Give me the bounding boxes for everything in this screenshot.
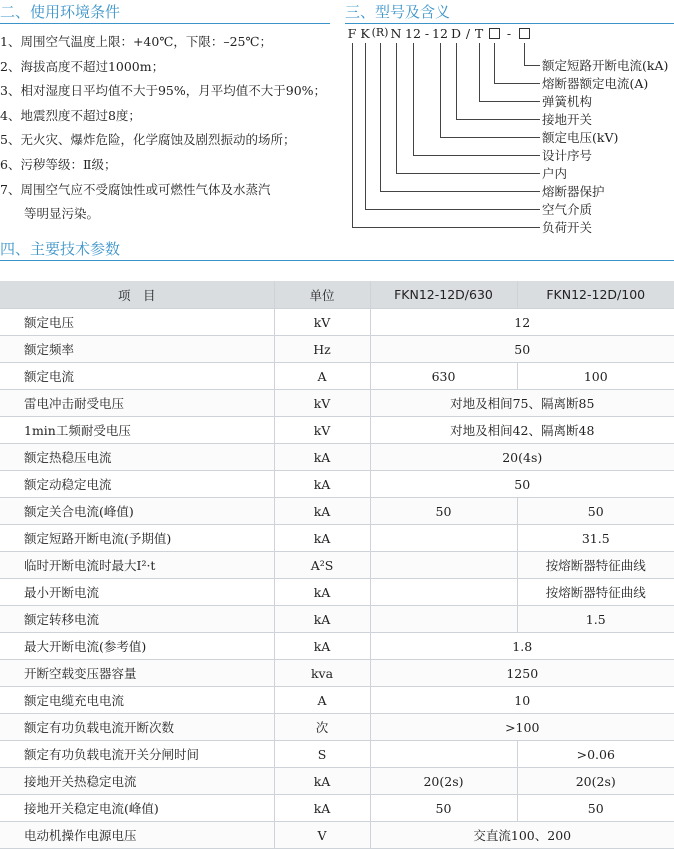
param-name: 接地开关热稳定电流 <box>0 768 274 795</box>
param-unit: kA <box>274 795 370 822</box>
model-meaning: 负荷开关 <box>542 220 593 235</box>
param-value-630 <box>370 525 517 552</box>
leader-line <box>352 227 540 228</box>
param-value-100: 按熔断器特征曲线 <box>517 579 674 606</box>
table-row <box>0 822 674 849</box>
model-meaning: 额定短路开断电流(kA) <box>542 58 669 73</box>
param-value-630: 50 <box>370 498 517 525</box>
model-meaning: 熔断器额定电流(A) <box>542 76 649 91</box>
model-meaning: 接地开关 <box>542 112 593 127</box>
param-name: 额定短路开断电流(予期值) <box>0 525 274 552</box>
leader-line <box>352 43 353 227</box>
param-unit: A <box>274 687 370 714</box>
param-name: 最大开断电流(参考值) <box>0 633 274 660</box>
param-unit: S <box>274 741 370 768</box>
param-name: 1min工频耐受电压 <box>0 417 274 444</box>
param-unit: A <box>274 363 370 390</box>
param-value-100: 按熔断器特征曲线 <box>517 552 674 579</box>
model-code-diagram <box>345 26 674 236</box>
code-char-k: K <box>360 26 370 41</box>
table-row <box>0 525 674 552</box>
model-meaning: 设计序号 <box>542 148 593 163</box>
param-unit: Hz <box>274 336 370 363</box>
param-unit: kV <box>274 309 370 336</box>
model-meaning: 额定电压(kV) <box>542 130 619 145</box>
model-meaning: 弹簧机构 <box>542 94 593 109</box>
table-row <box>0 606 674 633</box>
param-unit: kA <box>274 525 370 552</box>
env-item: 等明显污染。 <box>24 206 100 222</box>
model-meaning: 户内 <box>542 166 568 181</box>
table-row <box>0 552 674 579</box>
header-model-100: FKN12-12D/100 <box>517 281 674 309</box>
param-name: 额定电流 <box>0 363 274 390</box>
param-unit: kV <box>274 390 370 417</box>
param-unit: A²S <box>274 552 370 579</box>
env-item: 4、地震烈度不超过8度； <box>0 107 141 123</box>
table-row <box>0 579 674 606</box>
code-char-dash2: - <box>506 26 512 41</box>
leader-line <box>456 43 457 119</box>
leader-line <box>365 209 540 210</box>
param-name: 额定频率 <box>0 336 274 363</box>
leader-line <box>524 43 525 65</box>
param-value-both: 1.8 <box>370 633 674 660</box>
param-name: 额定热稳压电流 <box>0 444 274 471</box>
table-row <box>0 336 674 363</box>
param-name: 临时开断电流时最大Ⅰ²·t <box>0 552 274 579</box>
code-char-voltage: 12 <box>432 26 448 41</box>
model-meaning: 熔断器保护 <box>542 184 605 199</box>
table-header-row <box>0 281 674 309</box>
table-row <box>0 363 674 390</box>
param-unit: kV <box>274 417 370 444</box>
param-unit: 次 <box>274 714 370 741</box>
table-row <box>0 444 674 471</box>
table-row <box>0 660 674 687</box>
param-value-both: 50 <box>370 336 674 363</box>
param-value-both: 50 <box>370 471 674 498</box>
param-value-both: 对地及相间42、隔离断48 <box>370 417 674 444</box>
env-item: 1、周围空气温度上限：+40℃，下限：–25℃； <box>0 34 272 49</box>
leader-line <box>479 101 540 102</box>
header-item: 项 目 <box>0 281 274 309</box>
leader-line <box>524 65 540 66</box>
header-unit: 单位 <box>274 281 370 309</box>
param-name: 额定关合电流(峰值) <box>0 498 274 525</box>
param-unit: kA <box>274 579 370 606</box>
param-value-630 <box>370 606 517 633</box>
param-value-100: 1.5 <box>517 606 674 633</box>
code-char-d: D <box>450 26 462 41</box>
param-name: 额定动稳定电流 <box>0 471 274 498</box>
table-row <box>0 795 674 822</box>
param-name: 开断空载变压器容量 <box>0 660 274 687</box>
table-row <box>0 498 674 525</box>
param-value-630: 20(2s) <box>370 768 517 795</box>
code-char-t: T <box>474 26 484 41</box>
param-name: 额定有功负载电流开关分闸时间 <box>0 741 274 768</box>
leader-line <box>494 83 540 84</box>
env-title-underline <box>0 23 330 24</box>
code-box-fuse-current <box>489 28 500 39</box>
param-value-both: 对地及相间75、隔离断85 <box>370 390 674 417</box>
table-row <box>0 417 674 444</box>
leader-line <box>494 43 495 83</box>
code-char-design: 12 <box>405 26 421 41</box>
param-unit: kA <box>274 606 370 633</box>
param-value-both: >100 <box>370 714 674 741</box>
environment-list <box>0 30 326 227</box>
leader-line <box>396 43 397 173</box>
param-unit: kA <box>274 471 370 498</box>
header-model-630: FKN12-12D/630 <box>370 281 517 309</box>
code-char-slash: / <box>465 26 471 41</box>
leader-line <box>380 43 381 191</box>
param-name: 雷电冲击耐受电压 <box>0 390 274 417</box>
param-value-630 <box>370 579 517 606</box>
code-char-dash: - <box>424 26 430 41</box>
code-box-breaking-current <box>519 28 530 39</box>
leader-line <box>456 119 540 120</box>
env-item: 6、污秽等级：Ⅱ级； <box>0 156 117 172</box>
param-unit: kA <box>274 498 370 525</box>
param-value-100: >0.06 <box>517 741 674 768</box>
table-row <box>0 471 674 498</box>
leader-line <box>380 191 540 192</box>
table-row <box>0 714 674 741</box>
leader-line <box>396 173 540 174</box>
model-title-underline <box>345 23 674 24</box>
env-item: 5、无火灾、爆炸危险，化学腐蚀及剧烈振动的场所； <box>0 132 296 148</box>
param-unit: kva <box>274 660 370 687</box>
leader-line <box>365 43 366 209</box>
param-value-both: 1250 <box>370 660 674 687</box>
code-char-f: F <box>347 26 357 41</box>
table-row <box>0 768 674 795</box>
table-row <box>0 633 674 660</box>
param-value-100: 20(2s) <box>517 768 674 795</box>
param-name: 电动机操作电源电压 <box>0 822 274 849</box>
param-value-100: 50 <box>517 795 674 822</box>
env-item: 3、相对湿度日平均值不大于95%，月平均值不大于90%； <box>0 83 327 99</box>
table-row <box>0 687 674 714</box>
param-value-630: 630 <box>370 363 517 390</box>
param-name: 最小开断电流 <box>0 579 274 606</box>
param-unit: kA <box>274 444 370 471</box>
param-name: 额定转移电流 <box>0 606 274 633</box>
param-name: 接地开关稳定电流(峰值) <box>0 795 274 822</box>
param-value-630 <box>370 552 517 579</box>
param-value-630: 50 <box>370 795 517 822</box>
table-row <box>0 309 674 336</box>
param-value-100: 100 <box>517 363 674 390</box>
param-value-both: 10 <box>370 687 674 714</box>
param-value-630 <box>370 741 517 768</box>
leader-line <box>479 43 480 101</box>
tech-section-title: 四、主要技术参数 <box>0 240 121 258</box>
param-unit: V <box>274 822 370 849</box>
leader-line <box>413 43 414 155</box>
code-char-r: (R) <box>371 26 389 39</box>
leader-line <box>413 155 540 156</box>
param-value-both: 12 <box>370 309 674 336</box>
param-name: 额定电缆充电电流 <box>0 687 274 714</box>
env-section-title: 二、使用环境条件 <box>0 3 121 21</box>
tech-title-underline <box>0 260 674 261</box>
param-value-both: 交直流100、200 <box>370 822 674 849</box>
param-unit: kA <box>274 633 370 660</box>
table-row <box>0 741 674 768</box>
param-unit: kA <box>274 768 370 795</box>
param-value-100: 50 <box>517 498 674 525</box>
model-section-title: 三、型号及含义 <box>345 3 451 21</box>
code-char-n: N <box>390 26 402 41</box>
param-value-both: 20(4s) <box>370 444 674 471</box>
env-item: 2、海拔高度不超过1000m； <box>0 58 165 74</box>
param-value-100: 31.5 <box>517 525 674 552</box>
leader-line <box>440 43 441 137</box>
param-name: 额定电压 <box>0 309 274 336</box>
param-name: 额定有功负载电流开断次数 <box>0 714 274 741</box>
leader-line <box>440 137 540 138</box>
spec-table <box>0 281 674 849</box>
env-item: 7、周围空气应不受腐蚀性或可燃性气体及水蒸汽 <box>0 181 271 197</box>
table-row <box>0 390 674 417</box>
model-meaning: 空气介质 <box>542 202 593 217</box>
